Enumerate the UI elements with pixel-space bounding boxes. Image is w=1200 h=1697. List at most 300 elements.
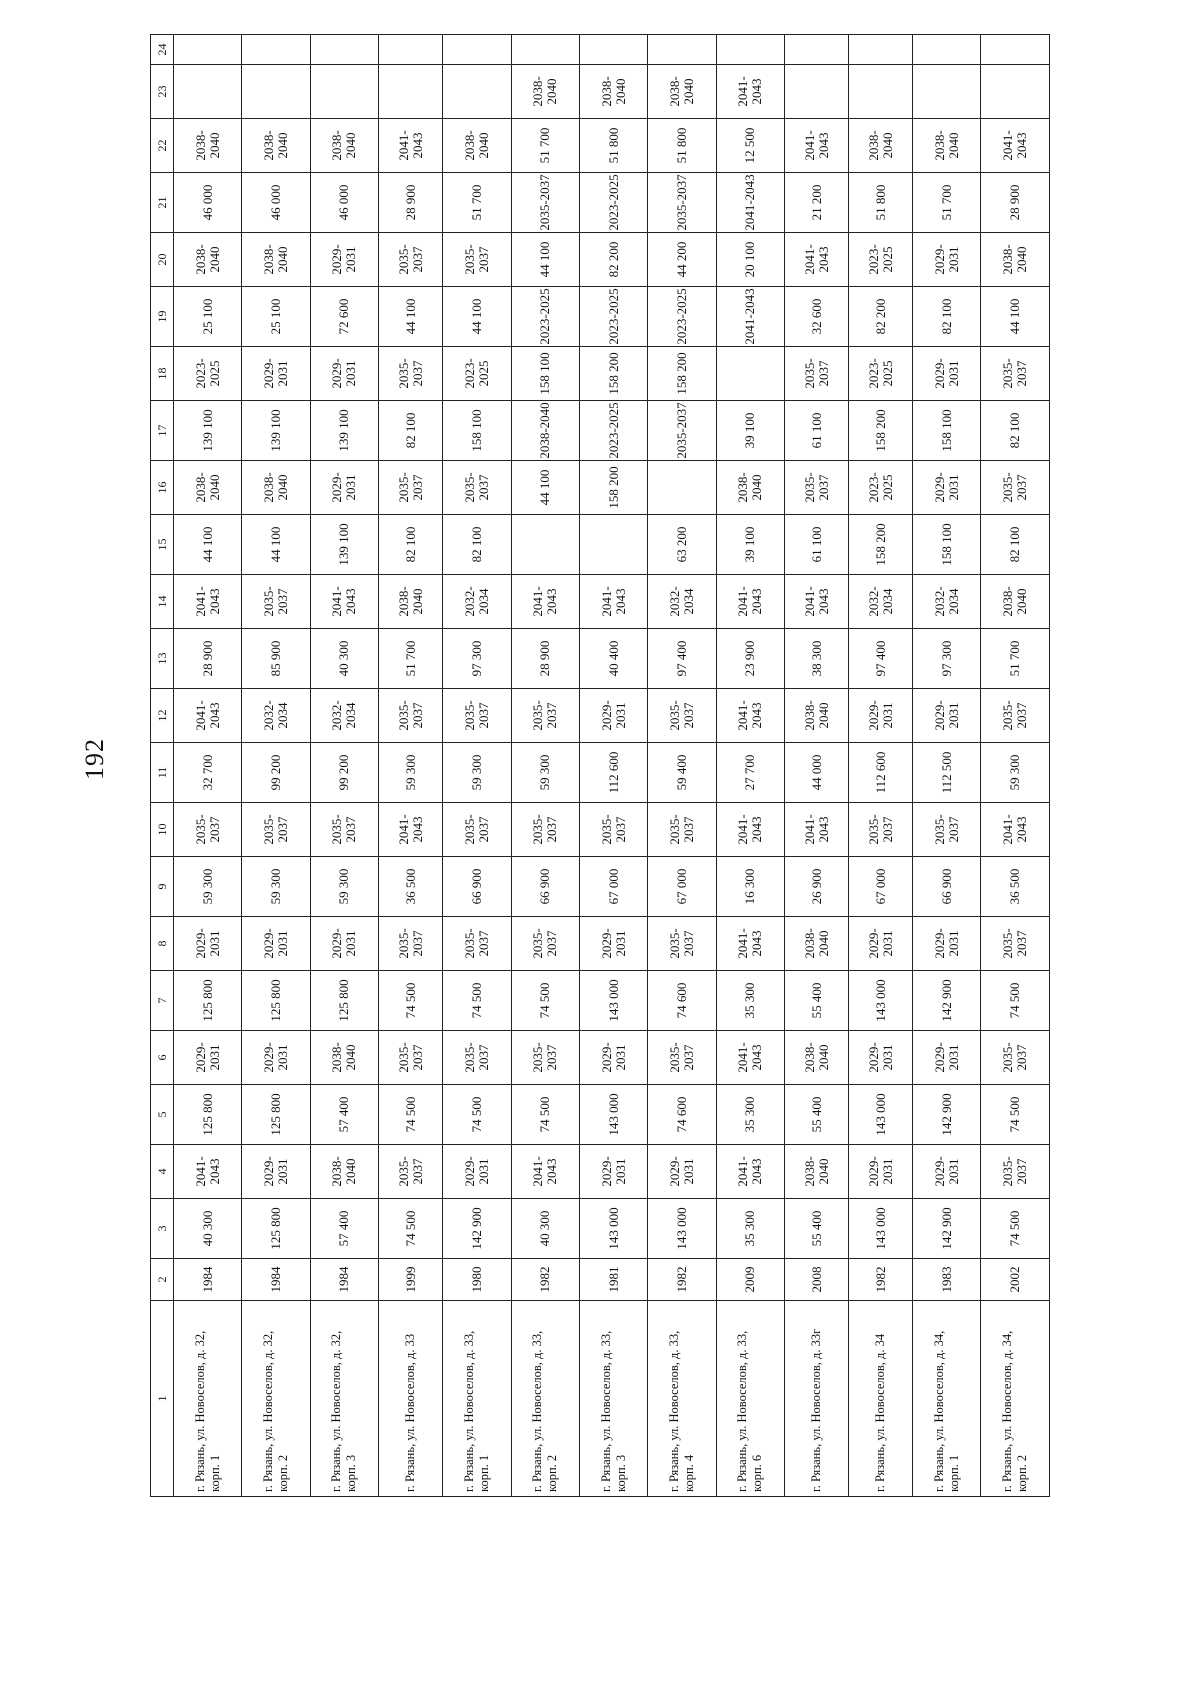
table-cell: 2038-2040 <box>379 575 443 629</box>
column-header: 6 <box>151 1031 174 1085</box>
table-cell <box>913 35 981 65</box>
table-cell: 12 500 <box>716 119 784 173</box>
table-cell: 2041-2043 <box>785 233 849 287</box>
table-cell: 26 900 <box>785 857 849 917</box>
table-cell: 2041-2043 <box>716 287 784 347</box>
table-cell: 2038-2040 <box>174 233 242 287</box>
table-cell: 2035-2037 <box>511 689 579 743</box>
table-cell: 2029-2031 <box>913 1031 981 1085</box>
table-cell: 2029-2031 <box>913 233 981 287</box>
table-cell: 66 900 <box>913 857 981 917</box>
address-cell: г. Рязань, ул. Новоселов, д. 33г <box>785 1301 849 1497</box>
table-cell: 2035-2037 <box>443 461 511 515</box>
table-cell: 40 300 <box>174 1199 242 1259</box>
table-cell: 2035-2037 <box>981 1031 1050 1085</box>
column-header: 18 <box>151 347 174 401</box>
table-cell: 40 300 <box>511 1199 579 1259</box>
table-cell <box>242 35 310 65</box>
table-row <box>242 35 310 1497</box>
table-cell: 32 600 <box>785 287 849 347</box>
table-cell: 2023-2025 <box>849 347 913 401</box>
table-cell: 2032-2034 <box>242 689 310 743</box>
column-header: 14 <box>151 575 174 629</box>
table-cell: 85 900 <box>242 629 310 689</box>
table-cell: 59 300 <box>511 743 579 803</box>
table-cell: 2029-2031 <box>648 1145 716 1199</box>
table-row <box>981 35 1050 1497</box>
table-cell <box>310 65 378 119</box>
column-header: 4 <box>151 1145 174 1199</box>
table-cell: 44 100 <box>443 287 511 347</box>
table-cell: 2029-2031 <box>310 917 378 971</box>
table-cell: 51 700 <box>981 629 1050 689</box>
table-cell: 44 100 <box>511 233 579 287</box>
table-cell: 125 800 <box>242 971 310 1031</box>
table-cell: 39 100 <box>716 401 784 461</box>
table-cell: 2035-2037 <box>511 1031 579 1085</box>
address-cell: г. Рязань, ул. Новоселов, д. 32, корп. 1 <box>174 1301 242 1497</box>
table-cell <box>174 35 242 65</box>
column-header: 22 <box>151 119 174 173</box>
table-cell: 97 300 <box>913 629 981 689</box>
table-cell: 2035-2037 <box>443 689 511 743</box>
table-row <box>579 35 647 1497</box>
table-cell: 2032-2034 <box>310 689 378 743</box>
table-cell: 27 700 <box>716 743 784 803</box>
table-cell: 2035-2037 <box>913 803 981 857</box>
column-header: 16 <box>151 461 174 515</box>
table-cell: 25 100 <box>174 287 242 347</box>
table-cell: 55 400 <box>785 971 849 1031</box>
table-cell: 44 000 <box>785 743 849 803</box>
table-cell: 2041-2043 <box>511 1145 579 1199</box>
table-cell: 2023-2025 <box>511 287 579 347</box>
table-cell: 2035-2037 <box>443 917 511 971</box>
table-cell: 51 800 <box>849 173 913 233</box>
table-cell: 46 000 <box>242 173 310 233</box>
table-row <box>443 35 511 1497</box>
table-cell: 1984 <box>242 1259 310 1301</box>
table-row <box>511 35 579 1497</box>
table-cell: 51 700 <box>443 173 511 233</box>
table-cell: 74 500 <box>379 1085 443 1145</box>
table-cell: 2041-2043 <box>716 1031 784 1085</box>
column-header: 3 <box>151 1199 174 1259</box>
table-cell: 139 100 <box>310 401 378 461</box>
table-cell: 139 100 <box>310 515 378 575</box>
table-cell: 82 100 <box>981 515 1050 575</box>
table-cell: 158 200 <box>849 401 913 461</box>
table-cell: 32 700 <box>174 743 242 803</box>
table-cell: 2029-2031 <box>849 1031 913 1085</box>
table-cell: 2038-2040 <box>981 233 1050 287</box>
table-cell: 74 500 <box>981 1199 1050 1259</box>
column-header: 24 <box>151 35 174 65</box>
table-cell: 2035-2037 <box>443 1031 511 1085</box>
table-cell: 59 300 <box>174 857 242 917</box>
table-cell: 35 300 <box>716 971 784 1031</box>
table-cell: 2023-2025 <box>648 287 716 347</box>
table-cell: 66 900 <box>511 857 579 917</box>
table-cell: 2038-2040 <box>913 119 981 173</box>
table-cell: 125 800 <box>242 1085 310 1145</box>
table-cell: 2009 <box>716 1259 784 1301</box>
table-cell: 57 400 <box>310 1085 378 1145</box>
table-cell: 44 200 <box>648 233 716 287</box>
table-cell <box>443 35 511 65</box>
table-cell: 2038-2040 <box>310 1145 378 1199</box>
table-cell: 2035-2037 <box>379 917 443 971</box>
table-cell: 2035-2037 <box>648 1031 716 1085</box>
table-cell: 2038-2040 <box>579 65 647 119</box>
table-cell: 2038-2040 <box>443 119 511 173</box>
table-cell: 2041-2043 <box>785 119 849 173</box>
table-cell: 112 600 <box>579 743 647 803</box>
table-cell: 2035-2037 <box>379 461 443 515</box>
table-cell: 36 500 <box>981 857 1050 917</box>
table-cell: 67 000 <box>648 857 716 917</box>
table-cell <box>981 65 1050 119</box>
table-cell: 1980 <box>443 1259 511 1301</box>
address-cell: г. Рязань, ул. Новоселов, д. 33, корп. 1 <box>443 1301 511 1497</box>
table-cell: 28 900 <box>511 629 579 689</box>
table-cell: 2035-2037 <box>981 1145 1050 1199</box>
table-cell <box>579 515 647 575</box>
data-table <box>150 34 1050 1497</box>
table-cell: 40 400 <box>579 629 647 689</box>
table-row <box>648 35 716 1497</box>
table-cell: 2038-2040 <box>785 1145 849 1199</box>
table-cell: 143 000 <box>849 971 913 1031</box>
table-cell: 2041-2043 <box>511 575 579 629</box>
table-cell: 143 000 <box>849 1199 913 1259</box>
table-cell: 2041-2043 <box>981 803 1050 857</box>
table-cell: 2002 <box>981 1259 1050 1301</box>
table-cell: 2041-2043 <box>716 803 784 857</box>
table-cell <box>443 65 511 119</box>
table-row <box>785 35 849 1497</box>
table-cell: 142 900 <box>913 971 981 1031</box>
table-cell <box>310 35 378 65</box>
table-cell: 2041-2043 <box>579 575 647 629</box>
table-cell: 2038-2040 <box>785 689 849 743</box>
table-cell: 2041-2043 <box>785 575 849 629</box>
table-cell: 2035-2037 <box>511 803 579 857</box>
table-cell: 2035-2037 <box>242 575 310 629</box>
table-cell: 51 700 <box>511 119 579 173</box>
table-cell: 2038-2040 <box>174 461 242 515</box>
table-cell <box>716 347 784 401</box>
table-cell: 44 100 <box>511 461 579 515</box>
table-cell: 36 500 <box>379 857 443 917</box>
table-cell: 2035-2037 <box>242 803 310 857</box>
table-cell: 67 000 <box>849 857 913 917</box>
table-cell: 1982 <box>511 1259 579 1301</box>
table-row <box>849 35 913 1497</box>
table-cell: 82 200 <box>579 233 647 287</box>
table-cell: 2035-2037 <box>379 1031 443 1085</box>
table-row <box>310 35 378 1497</box>
table-cell: 2035-2037 <box>849 803 913 857</box>
table-cell: 59 300 <box>310 857 378 917</box>
table-cell: 67 000 <box>579 857 647 917</box>
table-cell: 66 900 <box>443 857 511 917</box>
table-cell: 28 900 <box>174 629 242 689</box>
table-cell: 139 100 <box>174 401 242 461</box>
table-cell: 2029-2031 <box>242 347 310 401</box>
table-cell: 82 100 <box>443 515 511 575</box>
column-header: 15 <box>151 515 174 575</box>
table-cell: 74 500 <box>443 1085 511 1145</box>
page-number: 192 <box>80 738 109 780</box>
table-cell: 2035-2037 <box>648 689 716 743</box>
column-header: 9 <box>151 857 174 917</box>
table-cell: 2041-2043 <box>981 119 1050 173</box>
table-cell: 1983 <box>913 1259 981 1301</box>
table-cell: 2035-2037 <box>379 689 443 743</box>
table-cell: 142 900 <box>913 1199 981 1259</box>
table-cell: 2029-2031 <box>579 917 647 971</box>
table-cell: 125 800 <box>174 971 242 1031</box>
table-cell: 2035-2037 <box>379 1145 443 1199</box>
table-cell: 2023-2025 <box>174 347 242 401</box>
table-cell: 82 100 <box>379 401 443 461</box>
table-cell: 2029-2031 <box>913 917 981 971</box>
table-cell: 97 300 <box>443 629 511 689</box>
table-cell: 2038-2040 <box>785 1031 849 1085</box>
table-cell: 2041-2043 <box>379 803 443 857</box>
table-cell: 2029-2031 <box>849 689 913 743</box>
table-cell: 2035-2037 <box>443 233 511 287</box>
table-cell: 125 800 <box>310 971 378 1031</box>
table-cell: 2041-2043 <box>785 803 849 857</box>
table-cell: 23 900 <box>716 629 784 689</box>
table-cell: 74 600 <box>648 1085 716 1145</box>
table-cell <box>648 35 716 65</box>
address-cell: г. Рязань, ул. Новоселов, д. 34, корп. 2 <box>981 1301 1050 1497</box>
table-cell: 51 800 <box>579 119 647 173</box>
table-cell: 2035-2037 <box>379 347 443 401</box>
table-cell: 59 300 <box>443 743 511 803</box>
table-cell: 2041-2043 <box>379 119 443 173</box>
table-cell: 142 900 <box>913 1085 981 1145</box>
table-cell: 143 000 <box>849 1085 913 1145</box>
table-cell: 2035-2037 <box>648 917 716 971</box>
table-cell: 142 900 <box>443 1199 511 1259</box>
table-cell: 82 100 <box>981 401 1050 461</box>
table-cell: 1982 <box>648 1259 716 1301</box>
table-cell: 55 400 <box>785 1085 849 1145</box>
column-header: 11 <box>151 743 174 803</box>
table-cell: 2029-2031 <box>310 347 378 401</box>
table-cell: 2023-2025 <box>849 233 913 287</box>
table-cell: 2038-2040 <box>716 461 784 515</box>
table-cell: 2035-2037 <box>579 803 647 857</box>
table-cell: 2029-2031 <box>443 1145 511 1199</box>
table-cell: 2029-2031 <box>849 1145 913 1199</box>
table-cell: 1984 <box>174 1259 242 1301</box>
table-cell: 2029-2031 <box>242 917 310 971</box>
table-cell: 74 600 <box>648 971 716 1031</box>
table-cell <box>785 35 849 65</box>
table-cell: 59 300 <box>242 857 310 917</box>
table-cell: 2038-2040 <box>511 401 579 461</box>
table-cell: 2038-2040 <box>648 65 716 119</box>
table-cell: 2038-2040 <box>981 575 1050 629</box>
table-cell: 158 100 <box>511 347 579 401</box>
table-container <box>150 43 1050 1497</box>
table-cell: 1982 <box>849 1259 913 1301</box>
table-cell: 2038-2040 <box>242 233 310 287</box>
address-cell: г. Рязань, ул. Новоселов, д. 33, корп. 4 <box>648 1301 716 1497</box>
table-cell: 2035-2037 <box>174 803 242 857</box>
table-cell: 158 200 <box>579 461 647 515</box>
address-cell: г. Рязань, ул. Новоселов, д. 33, корп. 3 <box>579 1301 647 1497</box>
table-cell: 2035-2037 <box>981 461 1050 515</box>
table-row <box>716 35 784 1497</box>
table-cell: 2029-2031 <box>174 917 242 971</box>
column-header: 19 <box>151 287 174 347</box>
table-cell: 1999 <box>379 1259 443 1301</box>
table-cell: 82 200 <box>849 287 913 347</box>
table-cell: 2029-2031 <box>174 1031 242 1085</box>
table-cell: 158 200 <box>579 347 647 401</box>
table-cell: 38 300 <box>785 629 849 689</box>
table-cell: 139 100 <box>242 401 310 461</box>
table-cell: 39 100 <box>716 515 784 575</box>
table-cell: 158 100 <box>913 401 981 461</box>
table-cell: 2041-2043 <box>716 173 784 233</box>
column-header: 2 <box>151 1259 174 1301</box>
table-cell: 2041-2043 <box>174 1145 242 1199</box>
table-cell: 112 500 <box>913 743 981 803</box>
table-cell <box>511 515 579 575</box>
table-cell: 158 100 <box>913 515 981 575</box>
table-cell: 2023-2025 <box>579 287 647 347</box>
table-cell: 2035-2037 <box>443 803 511 857</box>
column-header: 10 <box>151 803 174 857</box>
table-cell: 2029-2031 <box>913 347 981 401</box>
table-cell: 2041-2043 <box>716 689 784 743</box>
table-cell: 143 000 <box>579 971 647 1031</box>
table-cell: 16 300 <box>716 857 784 917</box>
table-cell: 44 100 <box>242 515 310 575</box>
column-header: 23 <box>151 65 174 119</box>
table-cell: 2035-2037 <box>379 233 443 287</box>
table-cell: 74 500 <box>379 1199 443 1259</box>
table-cell <box>242 65 310 119</box>
table-cell: 99 200 <box>310 743 378 803</box>
table-cell: 2041-2043 <box>716 575 784 629</box>
table-cell: 74 500 <box>443 971 511 1031</box>
table-cell: 2035-2037 <box>648 803 716 857</box>
table-cell: 125 800 <box>242 1199 310 1259</box>
address-cell: г. Рязань, ул. Новоселов, д. 32, корп. 3 <box>310 1301 378 1497</box>
table-cell: 35 300 <box>716 1085 784 1145</box>
address-cell: г. Рязань, ул. Новоселов, д. 33 <box>379 1301 443 1497</box>
table-body <box>174 35 1050 1497</box>
table-cell: 2038-2040 <box>310 119 378 173</box>
table-cell: 2038-2040 <box>511 65 579 119</box>
column-header: 5 <box>151 1085 174 1145</box>
header-row <box>151 35 174 1497</box>
table-cell: 44 100 <box>174 515 242 575</box>
table-cell: 21 200 <box>785 173 849 233</box>
table-cell: 2032-2034 <box>849 575 913 629</box>
table-cell: 57 400 <box>310 1199 378 1259</box>
table-cell: 28 900 <box>379 173 443 233</box>
table-cell: 143 000 <box>579 1199 647 1259</box>
table-cell: 2035-2037 <box>785 461 849 515</box>
table-cell: 74 500 <box>981 971 1050 1031</box>
address-cell: г. Рязань, ул. Новоселов, д. 34, корп. 1 <box>913 1301 981 1497</box>
table-cell <box>716 35 784 65</box>
table-cell: 28 900 <box>981 173 1050 233</box>
table-cell: 59 400 <box>648 743 716 803</box>
table-cell: 44 100 <box>981 287 1050 347</box>
table-cell: 1981 <box>579 1259 647 1301</box>
table-cell: 74 500 <box>379 971 443 1031</box>
column-header: 1 <box>151 1301 174 1497</box>
table-cell <box>379 35 443 65</box>
table-row <box>913 35 981 1497</box>
table-cell: 61 100 <box>785 401 849 461</box>
table-cell: 2035-2037 <box>981 347 1050 401</box>
address-cell: г. Рязань, ул. Новоселов, д. 33, корп. 2 <box>511 1301 579 1497</box>
table-cell: 74 500 <box>511 1085 579 1145</box>
table-cell: 2041-2043 <box>174 575 242 629</box>
table-cell: 72 600 <box>310 287 378 347</box>
table-cell: 2029-2031 <box>242 1145 310 1199</box>
table-cell <box>379 65 443 119</box>
column-header: 7 <box>151 971 174 1031</box>
table-cell: 2032-2034 <box>443 575 511 629</box>
address-cell: г. Рязань, ул. Новоселов, д. 33, корп. 6 <box>716 1301 784 1497</box>
table-cell: 59 300 <box>379 743 443 803</box>
table-row <box>379 35 443 1497</box>
table-cell: 2035-2037 <box>981 689 1050 743</box>
table-cell: 46 000 <box>174 173 242 233</box>
table-cell: 2029-2031 <box>913 461 981 515</box>
table-cell: 97 400 <box>849 629 913 689</box>
address-cell: г. Рязань, ул. Новоселов, д. 34 <box>849 1301 913 1497</box>
table-cell: 2041-2043 <box>716 65 784 119</box>
table-cell: 158 200 <box>648 347 716 401</box>
table-cell: 74 500 <box>511 971 579 1031</box>
table-cell: 61 100 <box>785 515 849 575</box>
table-cell <box>981 35 1050 65</box>
table-cell: 2041-2043 <box>716 1145 784 1199</box>
table-cell <box>849 35 913 65</box>
table-cell: 2029-2031 <box>579 689 647 743</box>
table-cell <box>785 65 849 119</box>
table-cell: 2029-2031 <box>913 689 981 743</box>
table-cell: 2035-2037 <box>511 917 579 971</box>
table-cell: 2029-2031 <box>310 233 378 287</box>
table-cell: 2029-2031 <box>579 1031 647 1085</box>
table-cell <box>174 65 242 119</box>
table-cell: 2029-2031 <box>579 1145 647 1199</box>
table-cell: 2023-2025 <box>849 461 913 515</box>
table-cell: 82 100 <box>379 515 443 575</box>
table-cell: 40 300 <box>310 629 378 689</box>
table-cell: 44 100 <box>379 287 443 347</box>
table-cell: 2035-2037 <box>310 803 378 857</box>
table-cell: 2041-2043 <box>174 689 242 743</box>
table-cell: 63 200 <box>648 515 716 575</box>
table-cell: 51 700 <box>913 173 981 233</box>
column-header: 17 <box>151 401 174 461</box>
